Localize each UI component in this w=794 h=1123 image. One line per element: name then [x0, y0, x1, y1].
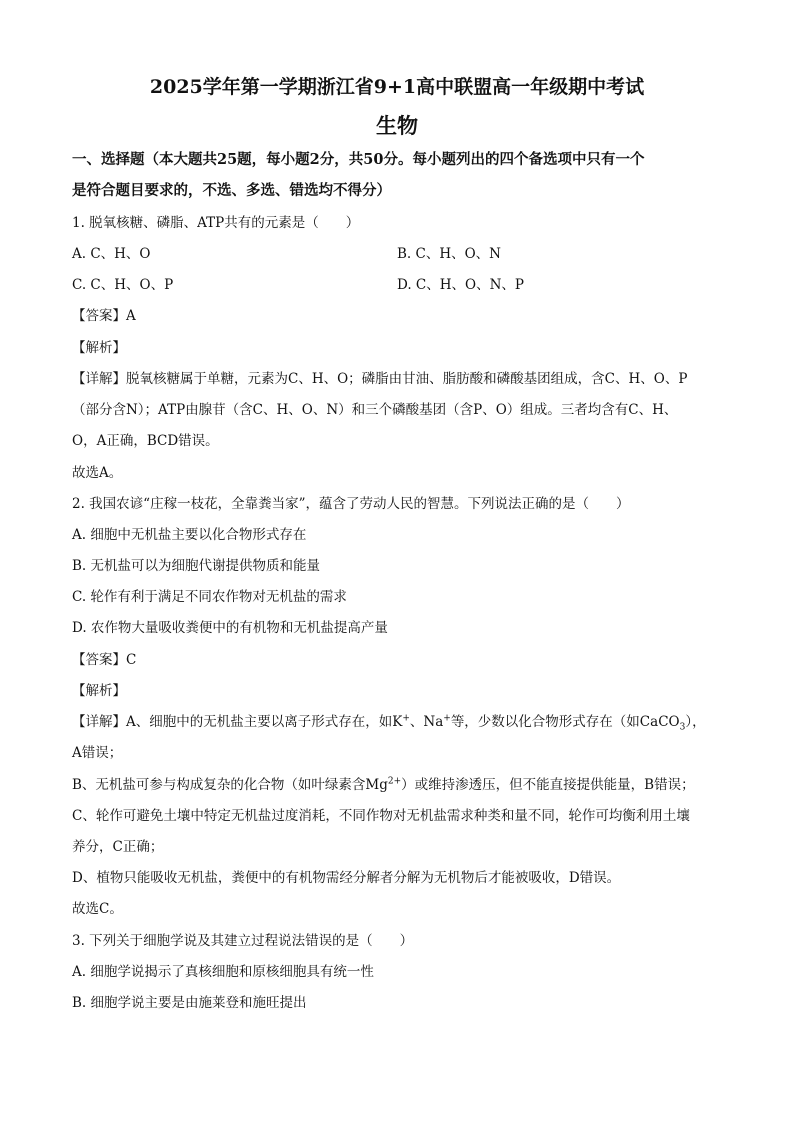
page-title: 2025学年第一学期浙江省9+1高中联盟高一年级期中考试	[149, 76, 645, 98]
q3-stem: 3. 下列关于细胞学说及其建立过程说法错误的是（ ）	[72, 933, 414, 949]
q1-option-a: A. C、H、O	[72, 246, 151, 262]
q1-answer: 【答案】A	[72, 308, 136, 324]
q1-detail-line3: O，A正确，BCD错误。	[72, 433, 219, 449]
q3-option-a: A. 细胞学说揭示了真核细胞和原核细胞具有统一性	[72, 964, 374, 980]
section-heading-line1: 一、选择题（本大题共25题，每小题2分，共50分。每小题列出的四个备选项中只有一个	[72, 151, 645, 168]
q2-detail-line5: 养分，C正确；	[72, 839, 164, 855]
q1-option-c: C. C、H、O、P	[72, 277, 174, 293]
q1-option-b: B. C、H、O、N	[397, 246, 501, 262]
q2-detail-line6: D、植物只能吸收无机盐，粪便中的有机物需经分解者分解为无机物后才能被吸收，D错误。	[72, 870, 621, 886]
q1-conclusion: 故选A。	[72, 465, 123, 481]
q1-detail-line1: 【详解】脱氧核糖属于单糖，元素为C、H、O；磷脂由甘油、脂肪酸和磷酸基团组成，含C、H、O、P	[72, 371, 688, 387]
q2-option-d: D. 农作物大量吸收粪便中的有机物和无机盐提高产量	[72, 620, 388, 636]
q1-stem: 1. 脱氧核糖、磷脂、ATP共有的元素是（ ）	[72, 215, 360, 231]
q2-detail-line2: A错误；	[72, 745, 123, 761]
q2-conclusion: 故选C。	[72, 901, 123, 917]
q2-detail-line3: B、无机盐可参与构成复杂的化合物（如叶绿素含$Mg^{2+}$）或维持渗透压，但不能直接提供能量，B错误；	[72, 776, 695, 793]
q1-detail-line2: （部分含N）；ATP由腺苷（含C、H、O、N）和三个磷酸基团（含P、O）组成。三者均含有C、H、	[72, 402, 678, 418]
q2-option-a: A. 细胞中无机盐主要以化合物形式存在	[72, 527, 307, 543]
q2-detail-line4: C、轮作可避免土壤中特定无机盐过度消耗，不同作物对无机盐需求种类和量不同，轮作可均衡利用土壤	[72, 808, 690, 824]
q2-analysis-label: 【解析】	[72, 683, 126, 699]
q1-analysis-label: 【解析】	[72, 340, 126, 356]
section-heading-line2: 是符合题目要求的，不选、多选、错选均不得分）	[72, 182, 391, 199]
q1-option-d: D. C、H、O、N、P	[397, 277, 524, 293]
q2-option-b: B. 无机盐可以为细胞代谢提供物质和能量	[72, 558, 321, 574]
subject-title: 生物	[376, 113, 418, 138]
q2-answer: 【答案】C	[72, 652, 137, 668]
q3-option-b: B. 细胞学说主要是由施莱登和施旺提出	[72, 995, 307, 1011]
q2-detail-line1: 【详解】A、细胞中的无机盐主要以离子形式存在，如K+、Na+等，少数以化合物形式存在（如CaCO$_3$），	[72, 713, 706, 733]
q2-option-c: C. 轮作有利于满足不同农作物对无机盐的需求	[72, 589, 347, 605]
q2-stem: 2. 我国农谚“庄稼一枝花，全靠粪当家”，蕴含了劳动人民的智慧。下列说法正确的是（ ）	[72, 496, 630, 512]
